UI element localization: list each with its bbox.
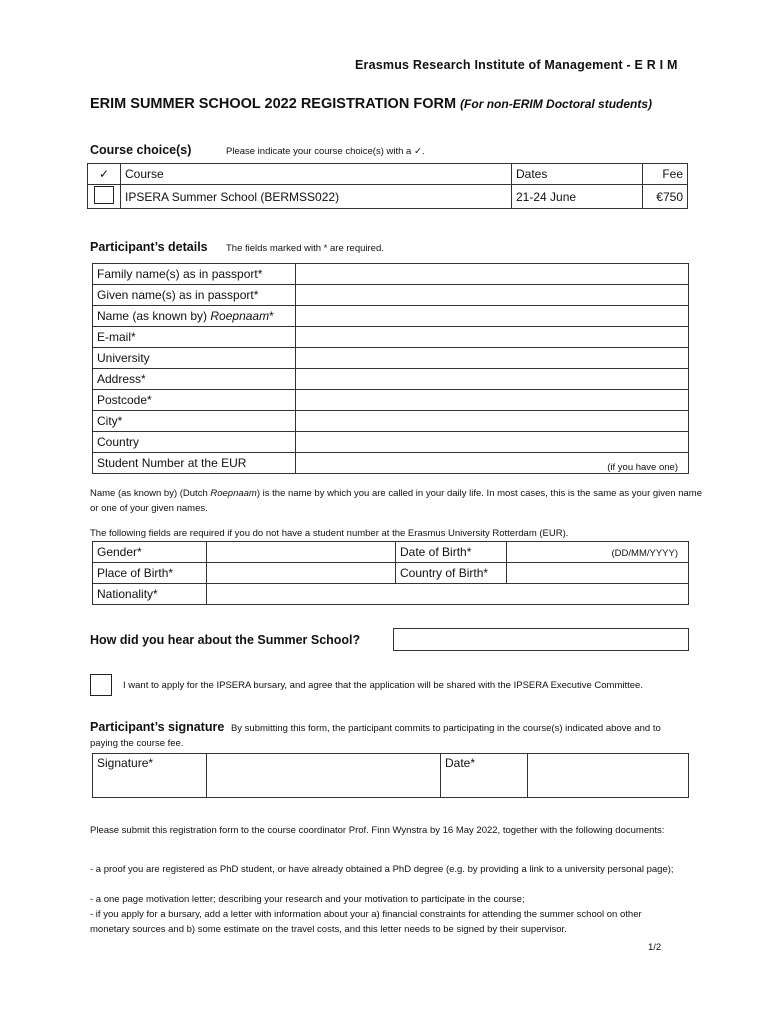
email-input[interactable] <box>296 327 689 348</box>
fee-column-header: Fee <box>643 164 688 185</box>
participant-table <box>92 263 689 474</box>
city-input[interactable] <box>296 411 689 432</box>
postcode-input[interactable] <box>296 390 689 411</box>
roepnaam-text: Roepnaam <box>210 309 270 323</box>
pob-label: Place of Birth* <box>93 563 207 584</box>
signature-input[interactable] <box>207 754 441 798</box>
dob-input[interactable] <box>507 542 689 563</box>
explain-part-b: ) is the name by which you are called in your daily life. In most cases, this is the same as your given name or one of your given names. <box>90 488 702 514</box>
dob-label: Date of Birth* <box>396 542 507 563</box>
given-name-label: Given name(s) as in passport* <box>93 285 296 306</box>
hear-question: How did you hear about the Summer School? <box>90 633 361 647</box>
instruction-item-1: - a proof you are registered as PhD student, or have already obtained a PhD degree (e.g. by providing a link to a university personal page); <box>90 864 674 875</box>
explain-part-a: Name (as known by) (Dutch <box>90 488 211 499</box>
instruction-item-2: - a one page motivation letter; describing your research and your motivation to participate in the course; <box>90 894 525 905</box>
form-title <box>90 96 652 112</box>
signature-note: By submitting this form, the participant commits to participating in the course(s) indicated above and to paying the course fee. <box>90 723 661 749</box>
cob-input[interactable] <box>507 563 689 584</box>
date-label: Date* <box>441 754 528 798</box>
page-number: 1/2 <box>648 942 662 953</box>
form-title-text: ERIM SUMMER SCHOOL 2022 REGISTRATION FORM <box>90 96 457 112</box>
roepnaam-explanation <box>90 486 702 516</box>
roepnaam-star: * <box>269 309 274 323</box>
signature-label: Signature* <box>93 754 207 798</box>
university-input[interactable] <box>296 348 689 369</box>
extra-table <box>92 541 689 605</box>
date-input[interactable] <box>528 754 689 798</box>
form-subtitle: (For non-ERIM Doctoral students) <box>460 97 653 111</box>
city-label: City* <box>93 411 296 432</box>
table-row <box>88 185 688 209</box>
instructions-intro: Please submit this registration form to the course coordinator Prof. Finn Wynstra by 16 May 2022, together with the following documents: <box>90 825 665 836</box>
signature-section <box>90 720 690 751</box>
known-name-label <box>93 306 296 327</box>
dates-column-header: Dates <box>512 164 643 185</box>
course-dates: 21-24 June <box>512 185 643 209</box>
nationality-input[interactable] <box>207 584 689 605</box>
pob-input[interactable] <box>207 563 396 584</box>
extra-note: The following fields are required if you do not have a student number at the Erasmus University Rotterdam (EUR). <box>90 528 569 539</box>
course-checkbox-cell <box>88 185 121 209</box>
course-note: Please indicate your course choice(s) with a ✓. <box>226 146 425 157</box>
participant-note: The fields marked with * are required. <box>226 243 384 254</box>
postcode-label: Postcode* <box>93 390 296 411</box>
course-table <box>87 163 688 209</box>
given-name-input[interactable] <box>296 285 689 306</box>
student-number-input[interactable] <box>296 453 689 474</box>
course-name: IPSERA Summer School (BERMSS022) <box>121 185 512 209</box>
dob-format-hint: (DD/MM/YYYY) <box>611 548 678 559</box>
course-heading: Course choice(s) <box>90 143 192 157</box>
course-fee: €750 <box>643 185 688 209</box>
signature-heading: Participant’s signature <box>90 720 225 734</box>
email-label: E-mail* <box>93 327 296 348</box>
instruction-item-3: - if you apply for a bursary, add a letter with information about your a) financial constraints for attending the summer school on other monetary sources and b) some estimate on the travel costs, and this letter needs to be signed by their supervisor. <box>90 909 642 935</box>
address-label: Address* <box>93 369 296 390</box>
university-label: University <box>93 348 296 369</box>
country-input[interactable] <box>296 432 689 453</box>
cob-label: Country of Birth* <box>396 563 507 584</box>
gender-label: Gender* <box>93 542 207 563</box>
hear-input[interactable] <box>393 628 689 651</box>
nationality-label: Nationality* <box>93 584 207 605</box>
participant-heading: Participant’s details <box>90 240 208 254</box>
bursary-text: I want to apply for the IPSERA bursary, and agree that the application will be shared with the IPSERA Executive Committee. <box>123 680 643 691</box>
check-column-header: ✓ <box>88 164 121 185</box>
course-column-header: Course <box>121 164 512 185</box>
family-name-input[interactable] <box>296 264 689 285</box>
student-number-label: Student Number at the EUR <box>93 453 296 474</box>
family-name-label: Family name(s) as in passport* <box>93 264 296 285</box>
student-number-hint: (if you have one) <box>607 462 678 473</box>
address-input[interactable] <box>296 369 689 390</box>
bursary-checkbox[interactable] <box>90 674 112 696</box>
explain-italic: Roepnaam <box>210 488 257 499</box>
signature-table <box>92 753 689 798</box>
known-name-text: Name (as known by) <box>97 309 208 323</box>
course-checkbox[interactable] <box>94 186 114 204</box>
institute-header: Erasmus Research Institute of Management - E R I M <box>355 58 678 72</box>
country-label: Country <box>93 432 296 453</box>
gender-input[interactable] <box>207 542 396 563</box>
known-name-input[interactable] <box>296 306 689 327</box>
